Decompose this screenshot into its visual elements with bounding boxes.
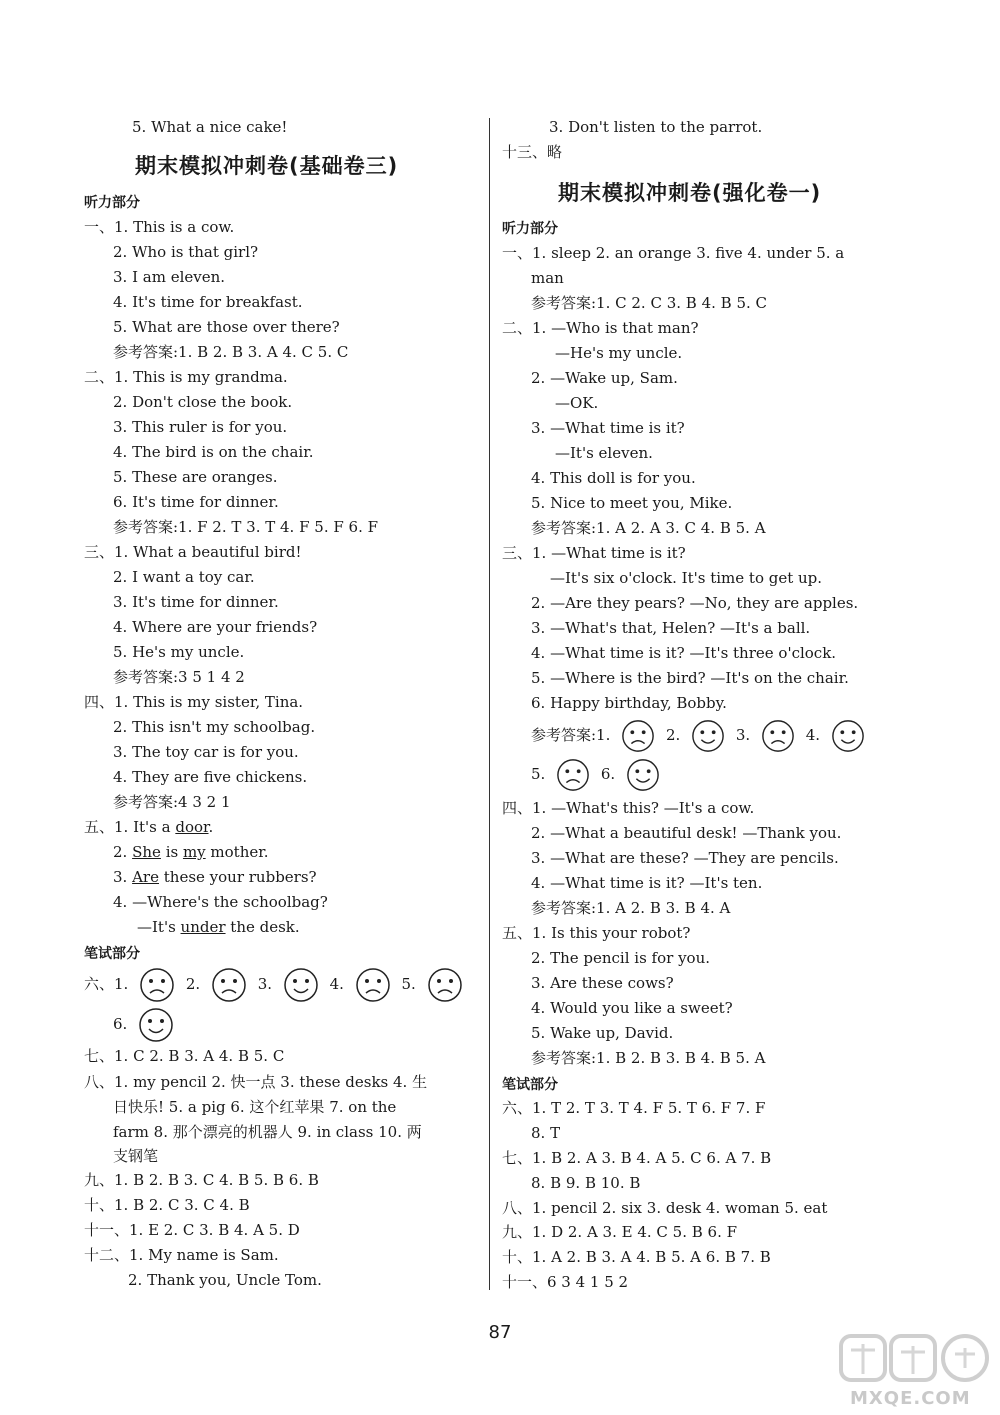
left-line: 3. This ruler is for you. [113,418,288,436]
right-line: 3. Are these cows? [531,974,674,992]
left-line: 5. These are oranges. [113,468,278,486]
right-answer-line: 参考答案:1. A 2. A 3. C 4. B 5. A [531,519,766,537]
column-divider [489,118,490,1290]
right-shisan-line: 十三、略 [502,143,563,161]
sad-face-icon [355,967,391,1003]
left-line: 日快乐! 5. a pig 6. 这个红苹果 7. on the [113,1098,397,1116]
right-line: 3. —What are these? —They are pencils. [531,849,839,867]
right-line: 十、1. A 2. B 3. A 4. B 5. A 6. B 7. B [502,1248,771,1266]
right-listening-header: 听力部分 [502,221,558,237]
underlined-word: Are [132,868,159,886]
right-line: —It's eleven. [555,444,653,462]
left-liu-faces-row-2: 6. [113,1004,180,1044]
underlined-word: She [132,843,161,861]
right-writing-header: 笔试部分 [502,1077,558,1093]
sad-face-icon [761,719,795,753]
left-listening-header: 听力部分 [84,195,140,211]
right-line: 三、1. —What time is it? [502,544,686,562]
left-writing-header: 笔试部分 [84,946,140,962]
right-line: 8. B 9. B 10. B [531,1174,641,1192]
right-line: 5. Nice to meet you, Mike. [531,494,733,512]
right-answer-line: 参考答案:1. B 2. B 3. B 4. B 5. A [531,1049,766,1067]
right-line: —OK. [555,394,599,412]
sad-face-icon [621,719,655,753]
left-line: 四、1. This is my sister, Tina. [84,693,304,711]
left-line: 2. Don't close the book. [113,393,293,411]
left-line: 2. I want a toy car. [113,568,255,586]
right-line: 2. The pencil is for you. [531,949,711,967]
right-line: 6. Happy birthday, Bobby. [531,694,727,712]
left-line: 二、1. This is my grandma. [84,368,288,386]
left-line: 一、1. This is a cow. [84,218,235,236]
right-line: 2. —Are they pears? —No, they are apples. [531,594,859,612]
left-line: 4. It's time for breakfast. [113,293,303,311]
left-line: 6. It's time for dinner. [113,493,279,511]
happy-face-icon [831,719,865,753]
left-wu-line-5: —It's under the desk. [137,918,300,936]
left-answer-line: 参考答案:3 5 1 4 2 [113,668,245,686]
right-line: 4. —What time is it? —It's three o'clock. [531,644,837,662]
right-line: 五、1. Is this your robot? [502,924,691,942]
left-wu-line-1: 五、1. It's a door. [84,818,214,836]
right-line: 4. —What time is it? —It's ten. [531,874,763,892]
left-line: 十、1. B 2. C 3. C 4. B [84,1196,250,1214]
left-wu-line-3: 3. Are these your rubbers? [113,868,317,886]
right-line: 八、1. pencil 2. six 3. desk 4. woman 5. eat [502,1199,828,1217]
right-section-title: 期末模拟冲刺卷(强化卷一) [558,181,822,205]
left-answer-line: 参考答案:1. F 2. T 3. T 4. F 5. F 6. F [113,518,379,536]
happy-face-icon [138,1007,174,1043]
right-line: 十一、6 3 4 1 5 2 [502,1273,629,1291]
sad-face-icon [139,967,175,1003]
underlined-word: under [180,918,226,936]
left-line: 2. Who is that girl? [113,243,259,261]
happy-face-icon [691,719,725,753]
right-line: 四、1. —What's this? —It's a cow. [502,799,755,817]
left-line: 七、1. C 2. B 3. A 4. B 5. C [84,1047,285,1065]
left-line: 八、1. my pencil 2. 快一点 3. these desks 4. 生 [84,1073,428,1091]
left-section-title: 期末模拟冲刺卷(基础卷三) [135,154,399,178]
underlined-word: my [182,843,206,861]
left-line: 4. Where are your friends? [113,618,318,636]
left-line: 三、1. What a beautiful bird! [84,543,302,561]
left-wu-line-4: 4. —Where's the schoolbag? [113,893,328,911]
sad-face-icon [211,967,247,1003]
right-line: 4. This doll is for you. [531,469,696,487]
watermark-text: MXQE.COM [850,1388,971,1409]
happy-face-icon [283,967,319,1003]
left-line: 十二、1. My name is Sam. [84,1246,279,1264]
right-line: 2. —What a beautiful desk! —Thank you. [531,824,842,842]
right-line: 七、1. B 2. A 3. B 4. A 5. C 6. A 7. B [502,1149,772,1167]
right-line: —He's my uncle. [555,344,683,362]
right-line: 3. —What time is it? [531,419,685,437]
right-line: 4. Would you like a sweet? [531,999,733,1017]
right-line: man [531,269,564,287]
right-line: 5. —Where is the bird? —It's on the chair. [531,669,849,687]
right-line: —It's six o'clock. It's time to get up. [550,569,823,587]
left-wu-line-2: 2. She is my mother. [113,843,269,861]
left-top-line: 5. What a nice cake! [132,118,288,136]
left-line: 2. This isn't my schoolbag. [113,718,316,736]
right-line: 3. —What's that, Helen? —It's a ball. [531,619,811,637]
right-line: 一、1. sleep 2. an orange 3. five 4. under 5. a [502,244,845,262]
sad-face-icon [427,967,463,1003]
left-line: 4. They are five chickens. [113,768,308,786]
left-answer-line: 参考答案:1. B 2. B 3. A 4. C 5. C [113,343,349,361]
page-number: 87 [488,1322,512,1343]
left-line: 九、1. B 2. B 3. C 4. B 5. B 6. B [84,1171,319,1189]
underlined-word: door [175,818,209,836]
left-line: 十一、1. E 2. C 3. B 4. A 5. D [84,1221,300,1239]
left-line: 3. I am eleven. [113,268,226,286]
right-answer-line: 参考答案:1. A 2. B 3. B 4. A [531,899,731,917]
right-line: 六、1. T 2. T 3. T 4. F 5. T 6. F 7. F [502,1099,766,1117]
right-line: 二、1. —Who is that man? [502,319,699,337]
left-answer-line: 参考答案:4 3 2 1 [113,793,231,811]
right-line: 九、1. D 2. A 3. E 4. C 5. B 6. F [502,1223,738,1241]
right-faces-row-2: 5. 6. [531,754,666,794]
left-line: 2. Thank you, Uncle Tom. [128,1271,322,1289]
right-answer-line: 参考答案:1. C 2. C 3. B 4. B 5. C [531,294,768,312]
right-line: 2. —Wake up, Sam. [531,369,678,387]
left-liu-faces-row: 六、1. 2. 3. 4. 5. [84,964,469,1004]
right-top-line: 3. Don't listen to the parrot. [549,118,763,136]
right-faces-row-1: 参考答案:1. 2. 3. 4. [531,715,871,755]
left-line: 3. It's time for dinner. [113,593,279,611]
left-line: 5. What are those over there? [113,318,340,336]
sad-face-icon [556,758,590,792]
left-line: farm 8. 那个漂亮的机器人 9. in class 10. 两 [113,1123,422,1141]
left-line: 3. The toy car is for you. [113,743,299,761]
right-line: 8. T [531,1124,561,1142]
right-line: 5. Wake up, David. [531,1024,674,1042]
left-line: 支钢笔 [113,1147,159,1165]
left-line: 4. The bird is on the chair. [113,443,314,461]
happy-face-icon [626,758,660,792]
left-line: 5. He's my uncle. [113,643,245,661]
